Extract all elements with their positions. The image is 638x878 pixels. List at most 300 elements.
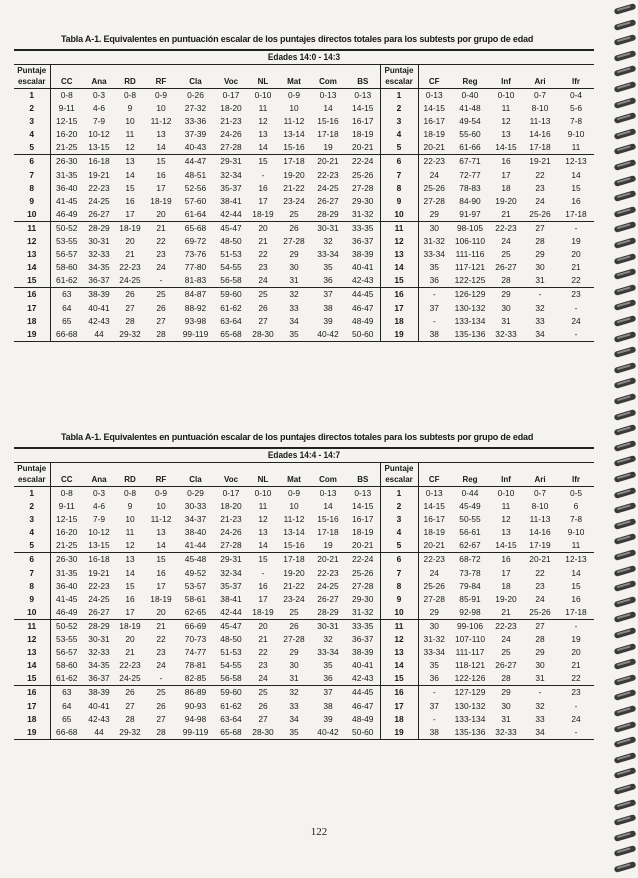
header-spacer [248,463,278,475]
cell-puntaje2: 6 [380,155,418,169]
table-row [14,646,594,659]
cell-puntaje: 8 [14,182,50,195]
cell-ari: 14-16 [529,527,551,538]
column-header-mat: Mat [278,76,310,89]
cell-bs: 40-41 [352,262,374,273]
cell-rf: 20 [156,208,166,219]
table-row [14,553,594,567]
table-subtitle: Edades 14:0 - 14:3 [267,52,341,62]
cell-cla: 70-73 [184,634,207,645]
cell-ari: 25-26 [529,606,551,617]
cell-voc: 65-68 [220,328,242,339]
cell-voc: 42-44 [220,606,242,617]
cell-com: 37 [310,686,346,700]
cell-ari: 32 [535,700,545,711]
cell-cla: 41-44 [184,540,207,551]
cell-cc: 41-45 [56,195,78,206]
cell-nl: 20 [248,619,278,633]
cell-puntaje2: 11 [380,619,418,633]
cell-voc: 18-20 [220,103,242,114]
cell-puntaje2: 19 [380,726,418,740]
cell-cf: - [432,713,436,724]
cell-ifr: 16 [571,195,581,206]
cell-bs: 36-37 [352,236,374,247]
cell-bs: 29-30 [352,195,374,206]
cell-ana: 32-33 [88,249,110,260]
table-block-2 [14,432,594,740]
cell-ifr: 23 [558,686,594,700]
cell-ana: 24-25 [88,593,110,604]
header-spacer [490,65,522,77]
header-spacer [115,463,145,475]
cell-inf: 0-10 [497,488,515,498]
header-spacer [248,65,278,77]
cell-cc: 0-8 [60,488,73,498]
cell-cla: 44-47 [177,155,214,169]
cell-rd: 16 [125,195,135,206]
cell-inf: 14-15 [495,142,517,153]
cell-inf: 12 [501,514,511,525]
cell-puntaje2: 8 [380,182,418,195]
cell-ari: 22 [535,169,545,180]
cell-inf: 21 [501,606,511,617]
table-row [14,261,594,274]
cell-reg: 118-121 [454,660,486,671]
cell-voc: 65-68 [220,726,242,737]
cell-ari: 17-19 [529,540,551,551]
cell-puntaje2: 18 [380,315,418,328]
spiral-ring [614,783,637,795]
cell-mat: 31 [289,673,299,684]
cell-ari: 8-10 [531,501,549,512]
cell-reg: 50-55 [459,514,481,525]
cell-mat: 32 [278,686,310,700]
table-body [14,487,594,740]
cell-rf: 26 [156,302,166,313]
spiral-ring [614,221,637,233]
cell-inf: 21 [501,208,511,219]
cell-cc: 16-20 [56,129,78,140]
cell-puntaje: 7 [14,169,50,182]
cell-ifr: 19 [571,634,581,645]
cell-ari: 34 [535,726,545,737]
cell-rd: 12 [125,142,135,153]
cell-com: 14 [323,501,333,512]
cell-inf: 32-33 [495,328,517,339]
cell-voc: 18-20 [220,501,242,512]
cell-cf: 24 [429,567,439,578]
cell-puntaje2: 7 [380,169,418,182]
cell-cf: 30 [418,221,450,235]
cell-nl: 26 [258,700,268,711]
cell-rd: 27 [125,700,135,711]
cell-reg: 67-71 [450,155,490,169]
cell-puntaje: 6 [14,553,50,567]
cell-nl: 14 [258,540,268,551]
cell-cc: 26-30 [50,553,83,567]
cell-nl: 0-10 [254,90,272,100]
cell-inf: 17 [501,567,511,578]
header-spacer [83,463,115,475]
cell-mat: 23-24 [283,195,305,206]
cell-puntaje2: 1 [380,487,418,501]
spiral-ring [614,331,637,343]
cell-ana: 40-41 [88,700,110,711]
table-row [14,115,594,128]
cell-inf: 16 [490,553,522,567]
spiral-ring [614,112,637,124]
cell-rd: 12 [125,540,135,551]
column-header-rd: RD [115,474,145,487]
spiral-ring [614,799,637,811]
cell-rd: 28 [125,315,135,326]
header-spacer [177,65,214,77]
cell-rd: 26 [115,288,145,302]
cell-cc: 56-57 [56,647,78,658]
cell-rf: 18-19 [150,195,172,206]
cell-rf: 27 [156,315,166,326]
cell-ifr: 12-13 [558,155,594,169]
spiral-ring [614,611,637,623]
cell-puntaje2: 6 [380,553,418,567]
cell-ifr: 19 [571,236,581,247]
cell-puntaje: 3 [14,513,50,526]
cell-cf: 38 [429,328,439,339]
cell-ifr: 20 [571,249,581,260]
cell-ana: 42-43 [88,315,110,326]
cell-cc: 56-57 [56,249,78,260]
cell-ifr: 11 [571,540,581,551]
cell-inf: 14-15 [495,540,517,551]
cell-ari: 22 [535,567,545,578]
cell-puntaje: 14 [14,261,50,274]
column-header-com: Com [310,474,346,487]
table-header [14,65,594,89]
cell-ari: 31 [535,673,545,684]
cell-puntaje2: 8 [380,580,418,593]
cell-inf: 18 [501,580,511,591]
cell-ari: 20-21 [522,553,558,567]
column-header-cla: Cla [177,76,214,89]
header-spacer [450,463,490,475]
cell-cla: 33-36 [184,116,207,127]
cell-com: 0-13 [319,488,337,498]
cell-voc: 56-58 [220,673,242,684]
cell-puntaje: 13 [14,646,50,659]
cell-rf: - [159,673,163,684]
cell-cc: 31-35 [56,169,78,180]
cell-reg: 98-105 [450,221,490,235]
cell-ifr: 0-4 [569,90,583,100]
cell-com: 15-16 [317,116,339,127]
cell-cc: 66-68 [56,328,78,339]
header-spacer [145,463,177,475]
header-spacer [50,65,83,77]
cell-nl: 22 [258,249,268,260]
cell-reg: 79-84 [459,580,481,591]
cell-inf: 18 [501,182,511,193]
cell-ana: 44 [94,726,104,737]
cell-nl: 13 [258,129,268,140]
spiral-ring [614,689,637,701]
cell-cf: 33-34 [423,249,445,260]
cell-ifr: 0-5 [569,488,583,498]
cell-cc: 65 [62,713,72,724]
table-row [14,659,594,672]
cell-reg: 45-49 [459,501,481,512]
cell-voc: 35-37 [220,580,242,591]
cell-puntaje: 17 [14,700,50,713]
cell-puntaje2: 2 [380,500,418,513]
table-body [14,89,594,342]
cell-rf: 13 [156,129,166,140]
spiral-ring [614,752,637,764]
cell-puntaje: 11 [14,221,50,235]
cell-puntaje2: 4 [380,526,418,539]
column-header-ari: Ari [522,474,558,487]
cell-rd: 24-25 [119,673,141,684]
cell-cla: 99-119 [182,328,209,339]
cell-mat: 13-14 [283,129,305,140]
cell-ana: 42-43 [88,713,110,724]
spiral-ring [614,97,637,109]
cell-cla: 61-64 [184,208,207,219]
cell-ari: 23 [535,182,545,193]
cell-reg: 127-129 [450,686,490,700]
cell-ari: 23 [535,580,545,591]
cell-ari: 11-13 [529,116,551,127]
cell-com: 15-16 [317,514,339,525]
spiral-ring [614,767,637,779]
cell-puntaje: 1 [14,89,50,103]
cell-nl: 12 [258,116,268,127]
cell-nl: 14 [258,142,268,153]
column-header-reg: Reg [450,76,490,89]
cell-cc: 46-49 [56,208,78,219]
cell-cc: 50-52 [50,221,83,235]
spiral-ring [614,50,637,62]
cell-reg: 68-72 [450,553,490,567]
cell-nl: 21 [258,236,268,247]
header-puntaje-bottom: escalar [380,76,418,89]
cell-rf: 22 [156,236,166,247]
cell-ana: 36-37 [88,673,110,684]
cell-ifr: 6 [573,501,579,512]
cell-ana: 36-37 [88,275,110,286]
cell-rd: 15 [125,580,135,591]
spiral-ring [614,736,637,748]
cell-ari: 27 [522,221,558,235]
table-row [14,288,594,302]
cell-puntaje2: 12 [380,633,418,646]
cell-com: 22-23 [317,169,339,180]
table-row [14,539,594,553]
cell-com: 38 [323,302,333,313]
cell-cla: 53-57 [184,580,207,591]
cell-ifr: 20 [571,647,581,658]
cell-nl: 13 [258,527,268,538]
cell-mat: 26 [278,619,310,633]
cell-voc: 0-17 [222,90,240,100]
cell-reg: 135-136 [454,726,486,737]
cell-mat: 30 [289,262,299,273]
cell-rd: 0-8 [123,488,137,498]
cell-rd: 0-8 [123,90,137,100]
cell-ana: 4-6 [92,103,106,114]
cell-rd: 20 [125,634,135,645]
cell-ari: - [522,686,558,700]
cell-rd: 9 [127,103,133,114]
cell-cf: 16-17 [423,116,445,127]
cell-ana: 38-39 [83,288,115,302]
header-puntaje-top: Puntaje [14,65,50,77]
cell-nl: 12 [258,514,268,525]
cell-puntaje: 13 [14,248,50,261]
cell-ana: 22-23 [88,580,110,591]
cell-inf: 30 [501,302,511,313]
cell-bs: 20-21 [352,142,374,153]
cell-ana: 7-9 [92,514,106,525]
table-row [14,235,594,248]
table-row [14,328,594,342]
cell-cla: 45-48 [177,553,214,567]
table-row [14,487,594,501]
cell-cf: - [418,686,450,700]
cell-ana: 38-39 [83,686,115,700]
table-title: Tabla A-1. Equivalentes en puntuación escalar de los puntajes directos totales para los subtests por grupo de edad [61,34,534,45]
spiral-ring [614,861,637,873]
cell-cla: 77-80 [184,262,207,273]
cell-cla: 69-72 [184,236,207,247]
cell-com: 28-29 [317,606,339,617]
cell-nl: 11 [258,103,268,114]
cell-inf: 19-20 [495,195,517,206]
spiral-ring [614,65,637,77]
table-row [14,567,594,580]
cell-inf: 0-10 [497,90,515,100]
cell-ari: 31 [535,275,545,286]
cell-cf: 22-23 [418,553,450,567]
cell-nl: 25 [248,686,278,700]
cell-voc: 24-26 [220,527,242,538]
cell-mat: 11-12 [283,514,305,525]
cell-ari: 8-10 [531,103,549,114]
cell-mat: 21-22 [283,580,305,591]
cell-mat: 29 [289,647,299,658]
cell-rd: 11 [125,527,135,538]
table-row [14,672,594,686]
cell-ari: 33 [535,713,545,724]
cell-bs: 14-15 [352,501,374,512]
cell-puntaje2: 3 [380,115,418,128]
cell-rd: 14 [125,567,135,578]
cell-cf: 35 [429,660,439,671]
cell-cf: 0-13 [425,488,443,498]
cell-ifr: 15 [571,580,581,591]
cell-cc: 12-15 [56,514,78,525]
cell-rd: 15 [125,182,135,193]
cell-ana: 13-15 [88,540,110,551]
cell-mat: 34 [289,713,299,724]
cell-puntaje2: 9 [380,195,418,208]
cell-rf: 15 [145,155,177,169]
header-puntaje-bottom: escalar [14,76,50,89]
score-table [14,64,594,342]
cell-cf: 22-23 [418,155,450,169]
cell-nl: - [261,567,265,578]
cell-puntaje: 19 [14,328,50,342]
cell-ana: 19-21 [88,169,110,180]
cell-puntaje2: 10 [380,606,418,620]
cell-ifr: 5-6 [569,103,583,114]
table-block-1 [14,34,594,342]
spiral-ring [614,253,637,265]
cell-cla: 30-33 [184,501,207,512]
cell-mat: 25 [289,208,299,219]
cell-rf: 14 [156,142,166,153]
cell-bs: 38-39 [352,647,374,658]
cell-voc: 29-31 [214,553,248,567]
cell-com: 32 [323,236,333,247]
spiral-ring [614,143,637,155]
cell-cc: 0-8 [60,90,73,100]
cell-cla: 0-29 [187,488,204,498]
cell-bs: 16-17 [352,116,374,127]
spiral-ring [614,424,637,436]
cell-cla: 37-39 [184,129,207,140]
cell-ifr: - [574,726,578,737]
cell-ari: 30 [535,660,545,671]
cell-inf: 13 [501,527,511,538]
cell-cc: 50-52 [50,619,83,633]
cell-inf: 12 [501,116,511,127]
cell-cf: 31-32 [423,236,445,247]
cell-mat: 10 [289,103,299,114]
cell-mat: 23-24 [283,593,305,604]
cell-reg: 107-110 [454,634,486,645]
cell-inf: 19-20 [495,593,517,604]
cell-puntaje: 10 [14,606,50,620]
cell-rf: 26 [156,700,166,711]
cell-mat: 15-16 [283,540,305,551]
spiral-ring [614,284,637,296]
cell-ari: 14-16 [529,129,551,140]
cell-reg: 56-61 [459,527,481,538]
cell-voc: 63-64 [220,315,242,326]
cell-rd: 24-25 [119,275,141,286]
header-spacer [490,463,522,475]
cell-ifr: 9-10 [567,129,585,140]
cell-cla: 62-65 [184,606,207,617]
cell-inf: 32-33 [495,726,517,737]
cell-rd: 28 [125,713,135,724]
cell-puntaje: 15 [14,672,50,686]
header-spacer [310,65,346,77]
cell-ari: 30 [535,262,545,273]
cell-puntaje2: 15 [380,274,418,288]
column-header-voc: Voc [214,474,248,487]
cell-ifr: 14 [571,567,581,578]
cell-com: 22-23 [317,567,339,578]
header-spacer [278,463,310,475]
column-header-inf: Inf [490,76,522,89]
table-row [14,248,594,261]
cell-inf: 26-27 [495,262,517,273]
cell-com: 26-27 [317,195,339,206]
cell-com: 19 [323,142,333,153]
table-row [14,128,594,141]
cell-reg: 135-136 [454,328,486,339]
